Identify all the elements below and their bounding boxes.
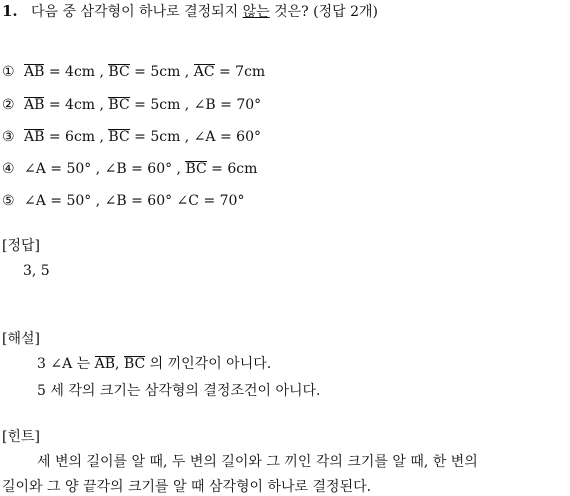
question-underlined-word: 않는 xyxy=(242,4,270,20)
hint-line-1: 세 변의 길이를 알 때, 두 변의 길이와 그 끼인 각의 크기를 알 때, 한 변의 xyxy=(37,454,478,470)
explanation-separator: , xyxy=(115,356,124,372)
segment-label: BC xyxy=(108,64,130,80)
segment-label: BC xyxy=(108,97,130,113)
option-marker: ④ xyxy=(2,161,15,177)
segment-label: AB xyxy=(24,97,45,113)
option-4 xyxy=(2,160,257,178)
explanation-line-2: 5 세 각의 크기는 삼각형의 결정조건이 아니다. xyxy=(37,383,321,399)
segment-label: BC xyxy=(185,161,207,177)
explanation-text-end: 의 끼인각이 아니다. xyxy=(145,356,272,372)
option-text: = 6cm , xyxy=(44,129,109,145)
option-text: ∠A = 50° , ∠B = 60° ∠C = 70° xyxy=(24,193,245,209)
segment-label: AC xyxy=(193,64,215,80)
option-2 xyxy=(2,96,261,114)
option-text: = 5cm , ∠B = 70° xyxy=(129,97,262,113)
hint-title: [힌트] xyxy=(2,429,40,445)
hint-line-2: 길이와 그 양 끝각의 크기를 알 때 삼각형이 하나로 결정된다. xyxy=(2,479,372,495)
answer-value: 3, 5 xyxy=(23,263,50,279)
option-1 xyxy=(2,63,265,81)
segment-label: BC xyxy=(108,129,130,145)
option-5 xyxy=(2,192,244,210)
segment-ab: AB xyxy=(94,356,116,372)
explanation-title: [해설] xyxy=(2,331,40,347)
option-text: = 5cm , xyxy=(129,64,194,80)
explanation-line-1 xyxy=(37,355,271,373)
option-marker: ① xyxy=(2,64,15,80)
question-number: 1. xyxy=(2,2,18,20)
question-text xyxy=(22,4,378,20)
option-text: = 5cm , ∠A = 60° xyxy=(129,129,261,145)
question-text-before: 다음 중 삼각형이 하나로 결정되지 xyxy=(31,4,243,20)
answer-title: [정답] xyxy=(2,238,40,254)
segment-bc: BC xyxy=(123,356,146,372)
question-text-after: 것은? (정답 2개) xyxy=(269,4,378,20)
option-marker: ② xyxy=(2,97,15,113)
option-text: = 6cm xyxy=(206,161,258,177)
segment-label: AB xyxy=(24,64,45,80)
option-text: = 4cm , xyxy=(44,64,109,80)
option-text: = 7cm xyxy=(214,64,266,80)
option-text: ∠A = 50° , ∠B = 60° , xyxy=(24,161,186,177)
question-line xyxy=(2,2,378,21)
option-text: = 4cm , xyxy=(44,97,109,113)
option-marker: ③ xyxy=(2,129,15,145)
segment-label: AB xyxy=(24,129,45,145)
option-3 xyxy=(2,128,261,146)
explanation-text: 3 ∠A 는 xyxy=(37,356,95,372)
option-marker: ⑤ xyxy=(2,193,15,209)
